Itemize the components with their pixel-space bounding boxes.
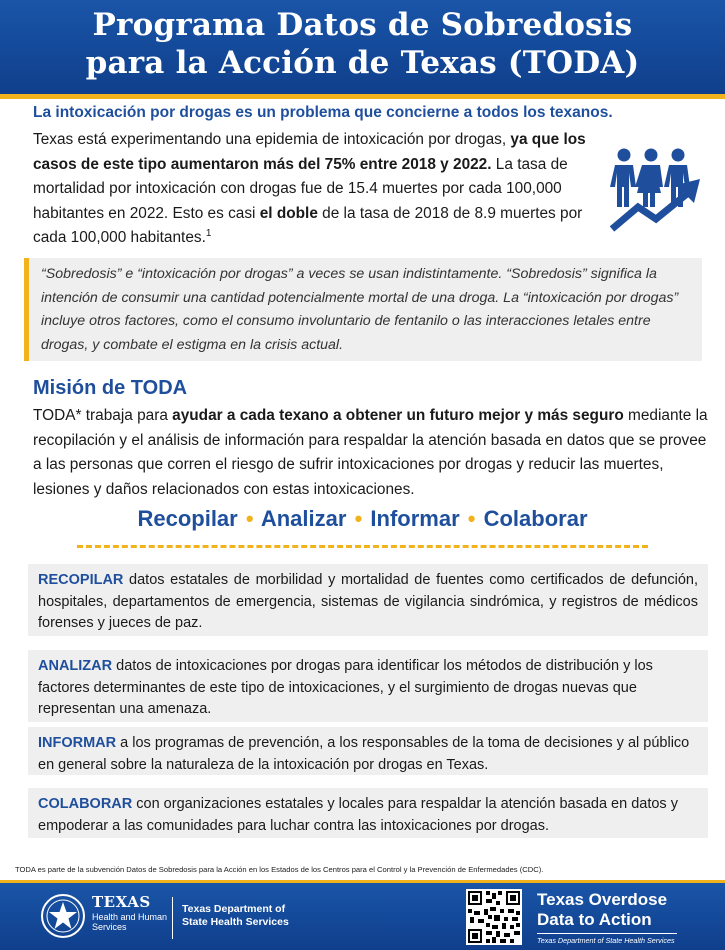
box-keyword: INFORMAR — [38, 735, 117, 751]
page-title-line1: Programa Datos de Sobredosis — [92, 7, 633, 43]
intro-text-1: Texas está experimentando una epidemia de intoxicación por drogas, — [33, 131, 511, 148]
pillar-separator: • — [245, 506, 254, 531]
toda-logo-text — [537, 890, 667, 930]
pillar-separator: • — [354, 506, 363, 531]
toda-line2: Data to Action — [537, 910, 652, 929]
pillar-separator: • — [467, 506, 476, 531]
texas-seal-icon — [40, 893, 86, 939]
mission-bold: ayudar a cada texano a obtener un futuro mejor y más seguro — [172, 407, 624, 424]
toda-underline — [537, 933, 677, 934]
box-text: datos de intoxicaciones por drogas para identificar los métodos de distribución y los factores determinantes de este tipo de intoxicaciones, y el surgimiento de drogas nuevas que representan una amenaza. — [38, 658, 653, 717]
pillar-analizar: Analizar — [260, 506, 347, 531]
box-text: a los programas de prevención, a los responsables de la toma de decisiones y al público en general sobre la naturaleza de la intoxicación por drogas en Texas. — [38, 735, 690, 773]
box-keyword: ANALIZAR — [38, 658, 113, 674]
intro-paragraph — [33, 128, 605, 251]
toda-subtitle: Texas Department of State Health Services — [537, 936, 675, 945]
mission-text-2: mediante la recopilación y el análisis de información para respaldar la atención basada en datos que se provee a las personas que corren el riesgo de sufrir intoxicaciones por drogas y reducir las muertes, lesiones y daños relacionados con estas intoxicaciones. — [33, 407, 708, 498]
toda-line1: Texas Overdose — [537, 890, 668, 909]
intro-text-3: de la tasa de 2018 de 8.9 muertes por cada 100,000 habitantes. — [33, 204, 583, 246]
pillar-recopilar: Recopilar — [137, 506, 238, 531]
pillars-rail — [0, 506, 725, 532]
box-keyword: COLABORAR — [38, 796, 133, 812]
definition-callout: “Sobredosis” e “intoxicación por drogas” a veces se usan indistintamente. “Sobredosis” significa la intención de consumir una cantidad potencialmente mortal de una droga. La “intoxicación por drogas” incluye otros factores, como el consumo involuntario de fentanilo o las interacciones letales entre drogas, y combate el estigma en la crisis actual. — [24, 258, 702, 361]
mission-title: Misión de TODA — [33, 377, 188, 399]
intro-text-2: La tasa de mortalidad por intoxicación con drogas fue de 15.4 muertes por cada 100,000 habitantes en 2022. Esto es casi — [33, 155, 568, 222]
box-analizar — [28, 650, 708, 722]
intro-headline: La intoxicación por drogas es un problema que concierne a todos los texanos. — [33, 104, 613, 121]
box-text: datos estatales de morbilidad y mortalidad de fuentes como certificados de defunción, hospitales, departamentos de emergencia, sistemas de vigilancia sindrómica, y registros de médicos forenses y jueces de paz. — [38, 572, 698, 631]
pillar-informar: Informar — [370, 506, 460, 531]
mission-paragraph — [33, 404, 713, 502]
qr-code-icon — [466, 889, 522, 945]
box-recopilar — [28, 564, 708, 636]
footer-divider — [172, 897, 173, 939]
footnote-ref: 1 — [205, 227, 212, 239]
intro-bold-2: el doble — [259, 204, 318, 222]
box-keyword: RECOPILAR — [38, 572, 124, 588]
hhs-subtitle: Health and Human Services — [92, 912, 168, 932]
pillar-colaborar: Colaborar — [483, 506, 588, 531]
box-colaborar — [28, 788, 708, 838]
dashed-divider — [77, 545, 648, 548]
intro-bold-1: ya que los casos de este tipo aumentaron más del 75% entre 2018 y 2022. — [33, 131, 586, 173]
hhs-name: TEXAS — [92, 893, 151, 911]
dshs-name: Texas Department of State Health Services — [182, 903, 289, 928]
box-informar — [28, 727, 708, 775]
people-trend-icon — [608, 145, 703, 235]
mission-text-1: TODA* trabaja para — [33, 407, 173, 424]
page-title-line2: para la Acción de Texas (TODA) — [85, 45, 640, 81]
page-footer — [0, 880, 725, 950]
box-text: con organizaciones estatales y locales para respaldar la atención basada en datos y empoderar a las comunidades para luchar contra las intoxicaciones por drogas. — [38, 796, 678, 834]
footnote: TODA es parte de la subvención Datos de Sobredosis para la Acción en los Estados de los Centros para el Control y la Prevención de Enfermedades (CDC). — [15, 865, 544, 874]
page-header — [0, 0, 725, 99]
